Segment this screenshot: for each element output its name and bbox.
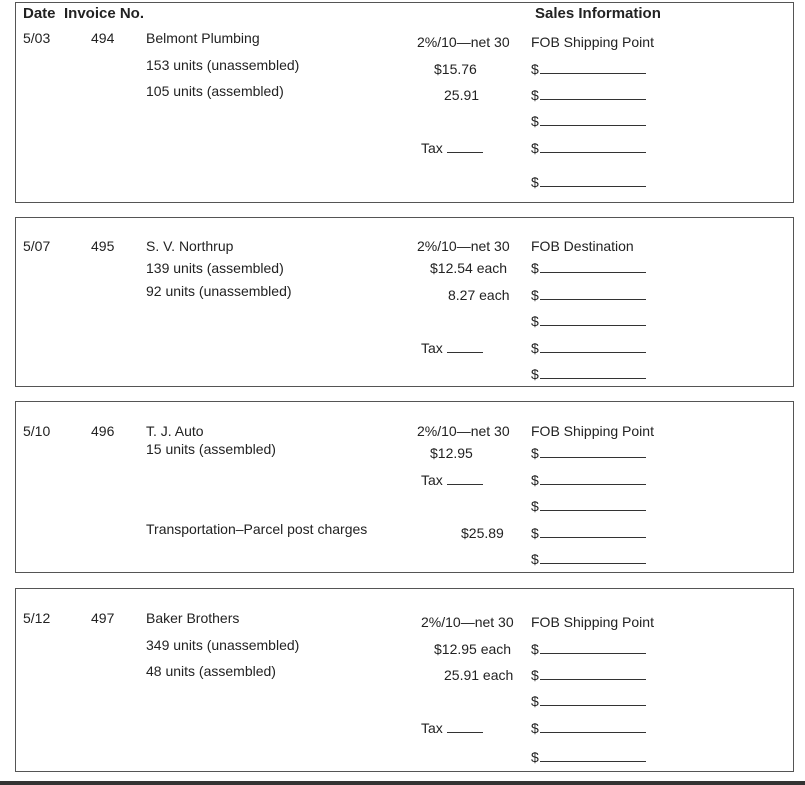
amount-line[interactable] bbox=[540, 113, 646, 126]
page-bottom-border bbox=[0, 781, 805, 785]
credit-terms: 2%/10—net 30 bbox=[421, 614, 514, 630]
date-column-header: Date bbox=[23, 5, 56, 22]
amount-line[interactable] bbox=[540, 720, 646, 733]
amount-blank[interactable] bbox=[531, 693, 646, 709]
amount-line[interactable] bbox=[540, 498, 646, 511]
amount-line[interactable] bbox=[540, 472, 646, 485]
unit-price: $12.95 each bbox=[434, 641, 512, 657]
line-item: Transportation–Parcel post charges bbox=[146, 521, 368, 537]
credit-terms: 2%/10—net 30 bbox=[417, 423, 510, 439]
line-item: 15 units (assembled) bbox=[146, 441, 276, 457]
dollar-sign: $ bbox=[531, 260, 539, 276]
amount-blank[interactable] bbox=[531, 313, 646, 329]
invoice-date: 5/07 bbox=[23, 238, 51, 254]
amount-blank[interactable] bbox=[531, 113, 646, 129]
tax-blank[interactable] bbox=[447, 472, 483, 485]
tax-label: Tax bbox=[421, 340, 443, 356]
dollar-sign: $ bbox=[531, 61, 539, 77]
customer-name: Baker Brothers bbox=[146, 610, 240, 626]
amount-line[interactable] bbox=[540, 551, 646, 564]
tax-label: Tax bbox=[421, 140, 443, 156]
tax-label: Tax bbox=[421, 720, 443, 736]
total-amount-blank[interactable] bbox=[531, 174, 646, 190]
amount-blank[interactable] bbox=[531, 472, 646, 488]
total-amount-blank[interactable] bbox=[531, 749, 646, 765]
invoice-497-box bbox=[15, 588, 794, 772]
amount-blank[interactable] bbox=[531, 140, 646, 156]
unit-price: 8.27 each bbox=[448, 287, 510, 303]
tax-field[interactable] bbox=[421, 340, 483, 356]
amount-line[interactable] bbox=[540, 260, 646, 273]
amount-line[interactable] bbox=[540, 174, 646, 187]
amount-blank[interactable] bbox=[531, 498, 646, 514]
line-item: 349 units (unassembled) bbox=[146, 637, 300, 653]
total-amount-blank[interactable] bbox=[531, 366, 646, 382]
invoice-495-box bbox=[15, 217, 794, 387]
dollar-sign: $ bbox=[531, 472, 539, 488]
separator-band bbox=[15, 572, 794, 589]
customer-name: Belmont Plumbing bbox=[146, 30, 260, 46]
invoice-494-box bbox=[15, 2, 794, 203]
dollar-sign: $ bbox=[531, 525, 539, 541]
dollar-sign: $ bbox=[531, 113, 539, 129]
tax-field[interactable] bbox=[421, 472, 483, 488]
line-item: 48 units (assembled) bbox=[146, 663, 276, 679]
dollar-sign: $ bbox=[531, 313, 539, 329]
amount-line[interactable] bbox=[540, 87, 646, 100]
dollar-sign: $ bbox=[531, 445, 539, 461]
invoice-number: 494 bbox=[91, 30, 115, 46]
invoice-number: 497 bbox=[91, 610, 115, 626]
amount-blank[interactable] bbox=[531, 87, 646, 103]
amount-line[interactable] bbox=[540, 287, 646, 300]
dollar-sign: $ bbox=[531, 287, 539, 303]
customer-name: S. V. Northrup bbox=[146, 238, 234, 254]
total-amount-blank[interactable] bbox=[531, 551, 646, 567]
amount-line[interactable] bbox=[540, 525, 646, 538]
dollar-sign: $ bbox=[531, 641, 539, 657]
separator-band bbox=[15, 386, 794, 402]
amount-line[interactable] bbox=[540, 366, 646, 379]
amount-line[interactable] bbox=[540, 340, 646, 353]
unit-price: 25.91 each bbox=[444, 667, 514, 683]
invoice-number-column-header: Invoice No. bbox=[64, 5, 145, 22]
dollar-sign: $ bbox=[531, 749, 539, 765]
amount-blank[interactable] bbox=[531, 667, 646, 683]
credit-terms: 2%/10—net 30 bbox=[417, 238, 510, 254]
line-item: 105 units (assembled) bbox=[146, 83, 284, 99]
amount-blank[interactable] bbox=[531, 61, 646, 77]
amount-line[interactable] bbox=[540, 641, 646, 654]
dollar-sign: $ bbox=[531, 140, 539, 156]
dollar-sign: $ bbox=[531, 693, 539, 709]
credit-terms: 2%/10—net 30 bbox=[417, 34, 510, 50]
amount-line[interactable] bbox=[540, 61, 646, 74]
dollar-sign: $ bbox=[531, 87, 539, 103]
unit-price: $12.95 bbox=[430, 445, 473, 461]
fob-terms: FOB Shipping Point bbox=[531, 614, 654, 630]
amount-line[interactable] bbox=[540, 313, 646, 326]
tax-blank[interactable] bbox=[447, 340, 483, 353]
separator-band bbox=[15, 202, 794, 218]
amount-blank[interactable] bbox=[531, 445, 646, 461]
invoice-date: 5/10 bbox=[23, 423, 51, 439]
invoice-number: 496 bbox=[91, 423, 115, 439]
tax-label: Tax bbox=[421, 472, 443, 488]
fob-terms: FOB Shipping Point bbox=[531, 423, 654, 439]
amount-blank[interactable] bbox=[531, 287, 646, 303]
tax-blank[interactable] bbox=[447, 140, 483, 153]
unit-price: $25.89 bbox=[461, 525, 504, 541]
invoice-496-box bbox=[15, 401, 794, 573]
dollar-sign: $ bbox=[531, 667, 539, 683]
customer-name: T. J. Auto bbox=[146, 423, 204, 439]
unit-price: $15.76 bbox=[434, 61, 477, 77]
separator-band bbox=[15, 771, 794, 779]
fob-terms: FOB Shipping Point bbox=[531, 34, 654, 50]
amount-blank[interactable] bbox=[531, 340, 646, 356]
invoice-number: 495 bbox=[91, 238, 115, 254]
amount-line[interactable] bbox=[540, 693, 646, 706]
tax-blank[interactable] bbox=[447, 720, 483, 733]
invoice-date: 5/12 bbox=[23, 610, 51, 626]
amount-line[interactable] bbox=[540, 667, 646, 680]
amount-line[interactable] bbox=[540, 140, 646, 153]
dollar-sign: $ bbox=[531, 551, 539, 567]
unit-price: $12.54 each bbox=[430, 260, 508, 276]
invoice-date: 5/03 bbox=[23, 30, 51, 46]
amount-line[interactable] bbox=[540, 749, 646, 762]
fob-terms: FOB Destination bbox=[531, 238, 634, 254]
dollar-sign: $ bbox=[531, 498, 539, 514]
line-item: 92 units (unassembled) bbox=[146, 283, 292, 299]
dollar-sign: $ bbox=[531, 174, 539, 190]
line-item: 153 units (unassembled) bbox=[146, 57, 300, 73]
dollar-sign: $ bbox=[531, 340, 539, 356]
amount-blank[interactable] bbox=[531, 720, 646, 736]
amount-line[interactable] bbox=[540, 445, 646, 458]
dollar-sign: $ bbox=[531, 366, 539, 382]
amount-blank[interactable] bbox=[531, 525, 646, 541]
tax-field[interactable] bbox=[421, 720, 483, 736]
sales-information-header: Sales Information bbox=[535, 5, 661, 22]
dollar-sign: $ bbox=[531, 720, 539, 736]
unit-price: 25.91 bbox=[444, 87, 480, 103]
amount-blank[interactable] bbox=[531, 641, 646, 657]
amount-blank[interactable] bbox=[531, 260, 646, 276]
line-item: 139 units (assembled) bbox=[146, 260, 284, 276]
tax-field[interactable] bbox=[421, 140, 483, 156]
